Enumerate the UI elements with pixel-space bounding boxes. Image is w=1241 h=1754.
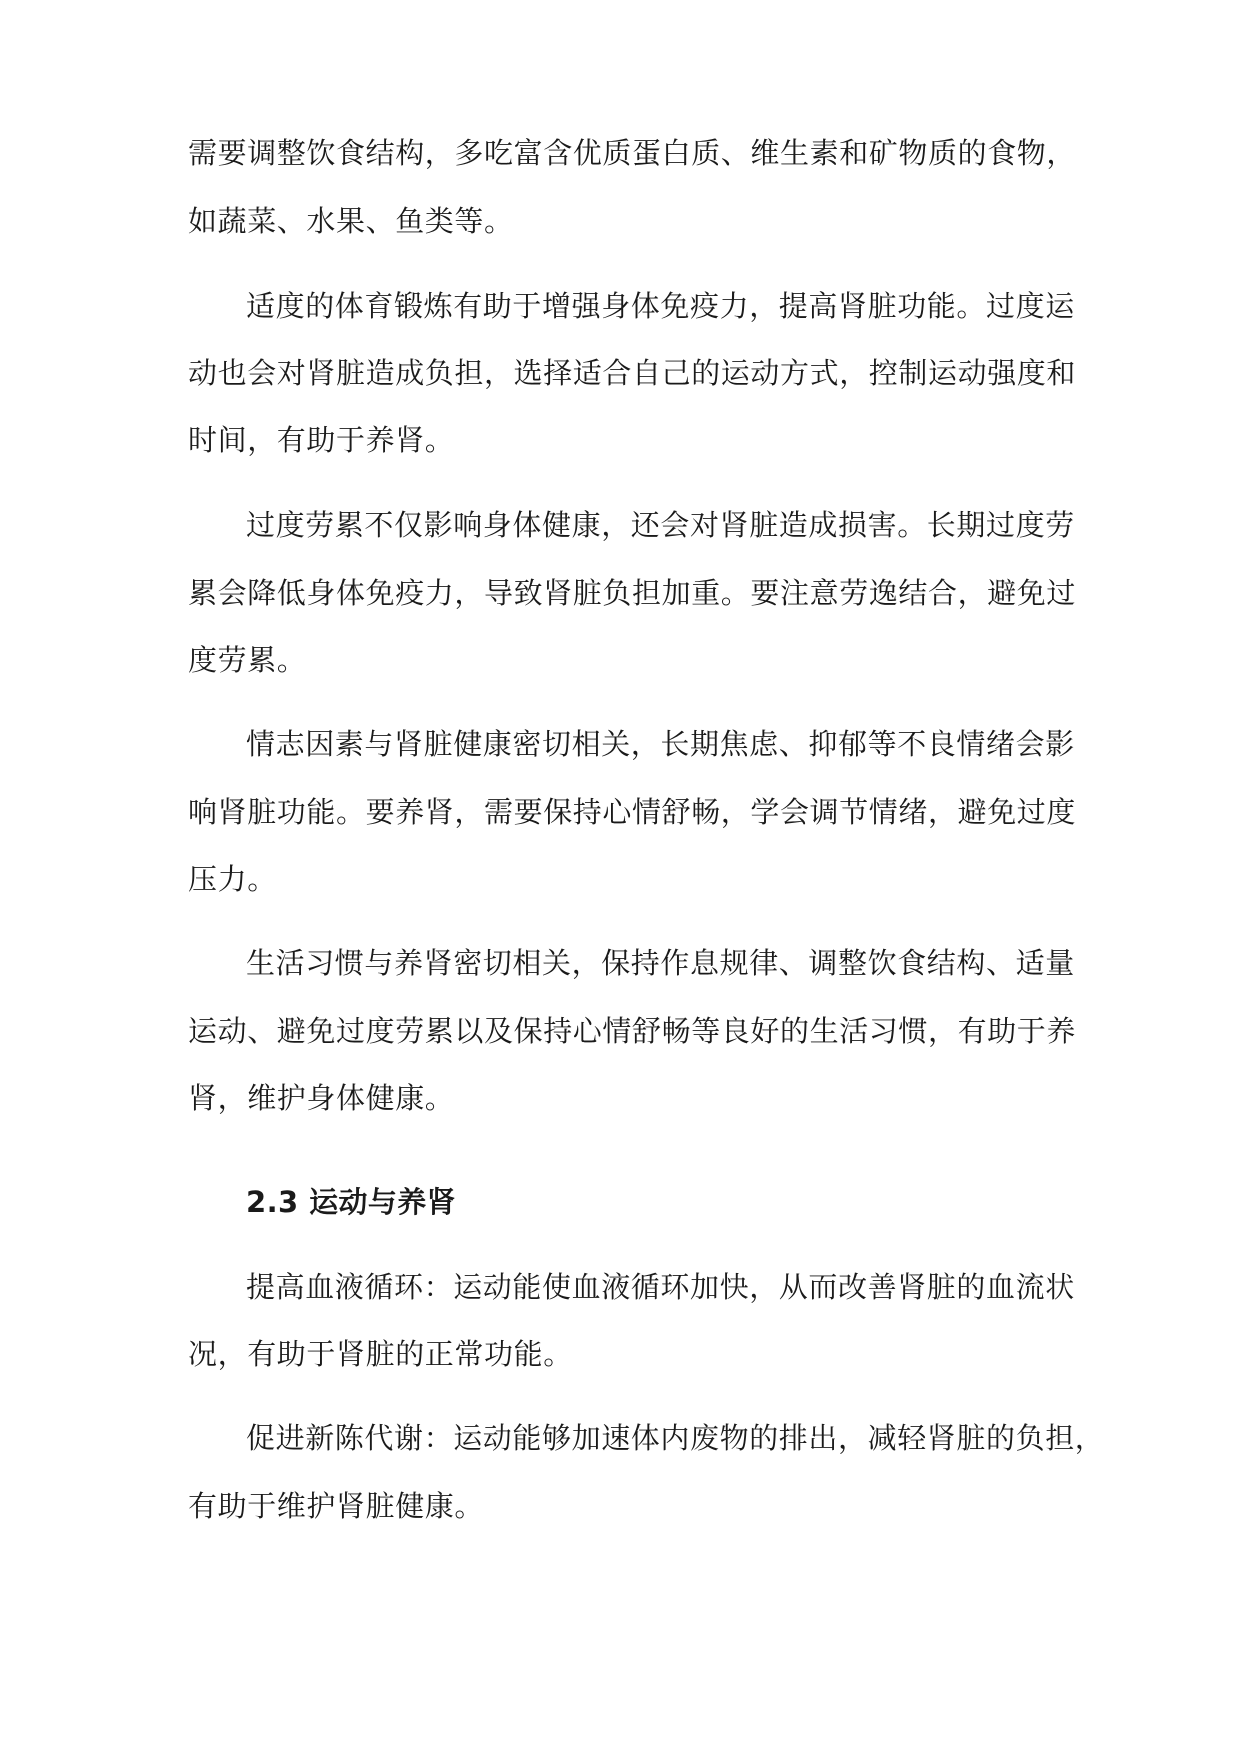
paragraph-5-line-3: 肾，维护身体健康。 [188, 1081, 455, 1115]
paragraph-5-line-1: 生活习惯与养肾密切相关，保持作息规律、调整饮食结构、适量 [246, 946, 1075, 980]
paragraph-1-line-2: 如蔬菜、水果、鱼类等。 [188, 204, 514, 238]
paragraph-1-line-1: 需要调整饮食结构，多吃富含优质蛋白质、维生素和矿物质的食物， [188, 136, 1077, 170]
section-paragraph-1-line-1: 提高血液循环：运动能使血液循环加快，从而改善肾脏的血流状 [246, 1270, 1075, 1304]
section-heading: 2.3 运动与养肾 [246, 1185, 457, 1219]
section-paragraph-2-line-2: 有助于维护肾脏健康。 [188, 1489, 485, 1523]
paragraph-3-line-3: 度劳累。 [188, 643, 307, 677]
paragraph-5-line-2: 运动、避免过度劳累以及保持心情舒畅等良好的生活习惯，有助于养 [188, 1014, 1077, 1048]
section-paragraph-2-line-1: 促进新陈代谢：运动能够加速体内废物的排出，减轻肾脏的负担， [246, 1421, 1105, 1455]
section-paragraph-1-line-2: 况，有助于肾脏的正常功能。 [188, 1337, 573, 1371]
paragraph-2-line-3: 时间，有助于养肾。 [188, 423, 455, 457]
paragraph-3-line-2: 累会降低身体免疫力，导致肾脏负担加重。要注意劳逸结合，避免过 [188, 576, 1077, 610]
paragraph-4-line-1: 情志因素与肾脏健康密切相关，长期焦虑、抑郁等不良情绪会影 [246, 727, 1075, 761]
paragraph-2-line-1: 适度的体育锻炼有助于增强身体免疫力，提高肾脏功能。过度运 [246, 289, 1075, 323]
paragraph-4-line-3: 压力。 [188, 862, 277, 896]
paragraph-4-line-2: 响肾脏功能。要养肾，需要保持心情舒畅，学会调节情绪，避免过度 [188, 795, 1077, 829]
paragraph-2-line-2: 动也会对肾脏造成负担，选择适合自己的运动方式，控制运动强度和 [188, 356, 1077, 390]
paragraph-3-line-1: 过度劳累不仅影响身体健康，还会对肾脏造成损害。长期过度劳 [246, 508, 1075, 542]
